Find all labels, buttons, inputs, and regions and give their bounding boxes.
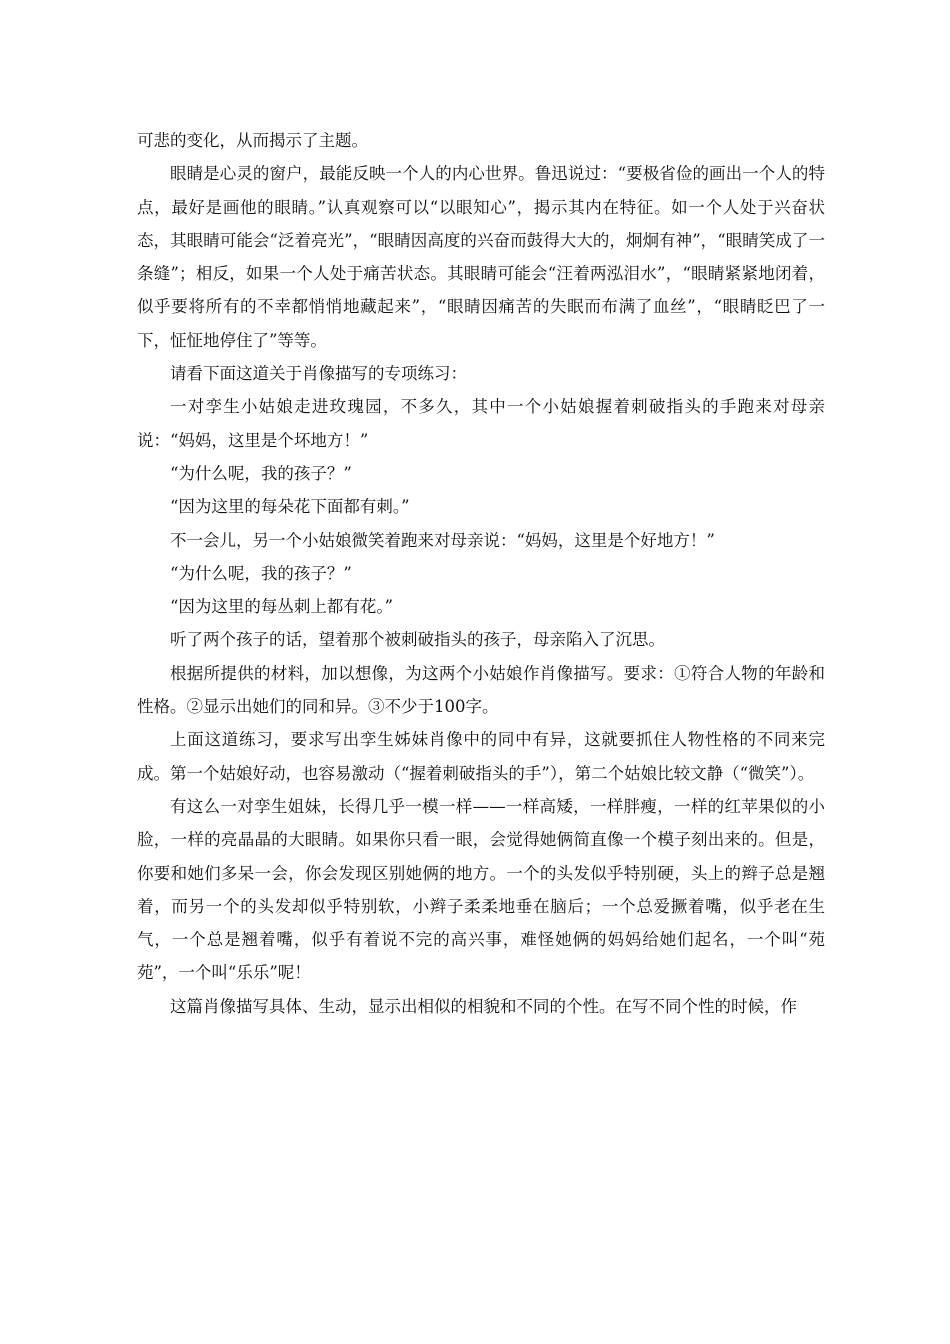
paragraph-9: “因为这里的每丛刺上都有花。” [170, 597, 394, 617]
paragraph-13: 有这么一对孪生姐妹，长得几乎一模一样——一样高矮，一样胖瘦，一样的红苹果似的小脸，一样的亮晶晶的大眼睛。如果你只看一眼，会觉得她俩简直像一个模子刻出来的。但是，你要和她们多呆一会，你会发现区别她俩的地方。一个的头发似乎特别硬，头上的辫子总是翘着，而另一个的头发却似乎特别软，小辫子柔柔地垂在脑后；一个总爱撅着嘴，似乎老在生气，一个总是翘着嘴，似乎有着说不完的高兴事，难怪她俩的妈妈给她们起名，一个叫“苑苑”，一个叫“乐乐”呢！ [137, 796, 825, 983]
paragraph-3: 请看下面这道关于肖像描写的专项练习： [170, 364, 467, 384]
document-body [137, 124, 825, 1023]
paragraph-1: 可悲的变化，从而揭示了主题。 [137, 131, 368, 150]
paragraph-14: 这篇肖像描写具体、生动，显示出相似的相貌和不同的个性。在写不同个性的时候，作 [170, 996, 797, 1016]
paragraph-4: 一对孪生小姑娘走进玫瑰园，不多久，其中一个小姑娘握着刺破指头的手跑来对母亲说：“妈妈，这里是个坏地方！” [137, 397, 825, 450]
paragraph-10: 听了两个孩子的话，望着那个被刺破指头的孩子，母亲陷入了沉思。 [170, 630, 665, 650]
paragraph-2: 眼睛是心灵的窗户，最能反映一个人的内心世界。鲁迅说过：“要极省俭的画出一个人的特点，最好是画他的眼睛。”认真观察可以“以眼知心”，揭示其内在特征。如一个人处于兴奋状态，其眼睛可能会“泛着亮光”，“眼睛因高度的兴奋而鼓得大大的，炯炯有神”，“眼睛笑成了一条缝”；相反，如果一个人处于痛苦状态。其眼睛可能会“汪着两泓泪水”，“眼睛紧紧地闭着，似乎要将所有的不幸都悄悄地藏起来”，“眼睛因痛苦的失眠而布满了血丝”，“眼睛眨巴了一下，怔怔地停住了”等等。 [137, 164, 825, 350]
paragraph-11: 根据所提供的材料，加以想像，为这两个小姑娘作肖像描写。要求：①符合人物的年龄和性格。②显示出她们的同和异。③不少于100字。 [137, 663, 825, 717]
paragraph-7: 不一会儿，另一个小姑娘微笑着跑来对母亲说：“妈妈，这里是个好地方！” [170, 530, 715, 550]
paragraph-6: “因为这里的每朵花下面都有刺。” [170, 497, 410, 517]
paragraph-8: “为什么呢，我的孩子？” [170, 563, 352, 583]
paragraph-5: “为什么呢，我的孩子？” [170, 463, 352, 483]
paragraph-12: 上面这道练习，要求写出孪生姊妹肖像中的同中有异，这就要抓住人物性格的不同来完成。第一个姑娘好动，也容易激动（“握着刺破指头的手”），第二个姑娘比较文静（“微笑”）。 [137, 730, 825, 783]
